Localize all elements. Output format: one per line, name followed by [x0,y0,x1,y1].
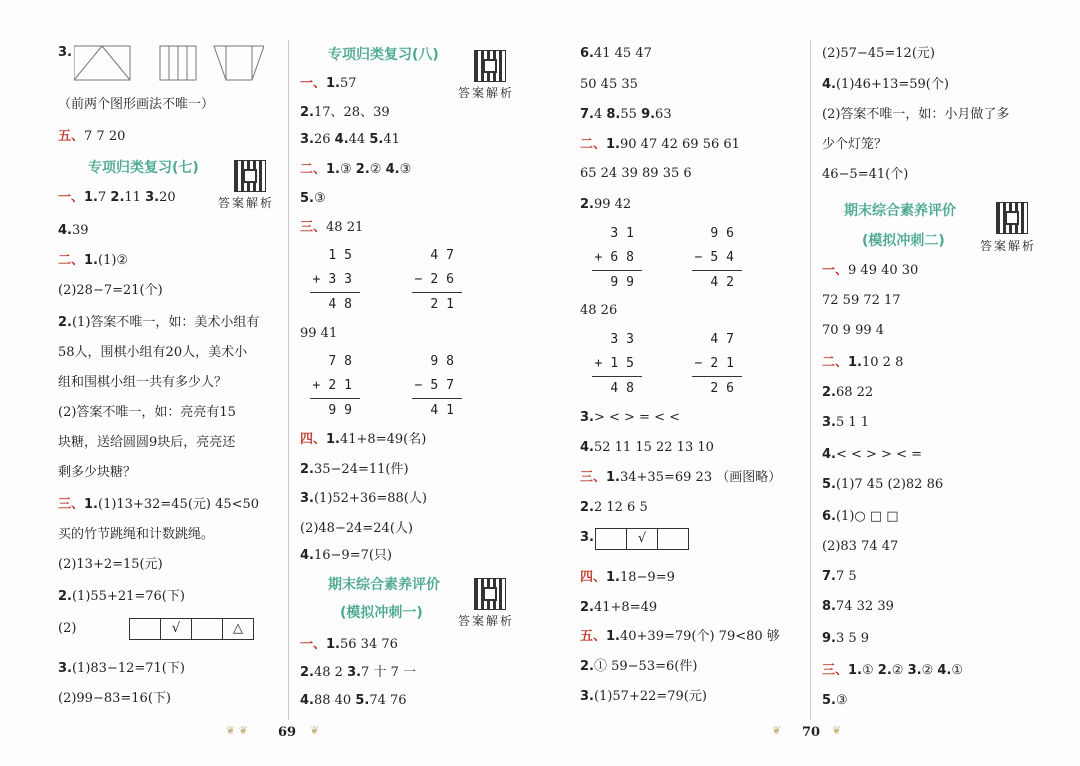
shape-drawings [74,44,264,82]
column-divider [288,40,289,720]
answer-line: 四、1.41+8=49(名) [300,432,427,447]
answer-line: 三、48 21 [300,220,364,235]
vertical-calculation: 96 −54 42 [692,222,742,295]
answer-line: 一、1.57 [300,76,357,91]
qr-code-icon [996,202,1028,234]
vertical-calculation: 33 +15 48 [592,328,642,401]
answer-line: 46−5=41(个) [822,167,909,182]
answer-line: 3.> < > = < < [580,410,681,425]
page-number-left: 69 [278,725,297,740]
section-title-final-1: 期末综合素养评价 [328,577,440,593]
answer-line: 二、1.10 2 8 [822,355,904,370]
answer-line: (2)28−7=21(个) [58,283,163,298]
answer-line: 6.(1)○ □ □ [822,509,899,524]
answer-box [129,618,161,640]
vertical-calculation: 47 −26 21 [412,244,462,317]
vertical-calculation: 78 +21 99 [310,350,360,423]
answer-line: 2.(1)55+21=76(下) [58,589,185,604]
page-number-right: 70 [802,725,821,740]
vertical-calculation: 98 −57 41 [412,350,462,423]
answer-line: 二、1.90 47 42 69 56 61 [580,137,740,152]
answer-line: 4.16−9=7(只) [300,548,392,563]
answer-line: 3. [580,530,594,545]
answer-line: (2)13+2=15(元) [58,557,163,572]
answer-line: (2)57−45=12(元) [822,46,935,61]
answer-line: 三、1.34+35=69 23 （画图略） [580,470,782,485]
answer-line: 3. [58,45,72,60]
answer-line: 三、1.(1)13+32=45(元) 45<50 [58,497,260,512]
answer-line: 5.③ [822,693,848,708]
answer-box: √ [160,618,192,640]
answer-line: (2)答案不唯一，如：小月做了多 [822,107,1010,122]
answer-line: (2)答案不唯一，如：亮亮有15 [58,405,236,420]
answer-line: 二、1.(1)② [58,253,129,268]
section-title-final-2: 期末综合素养评价 [844,203,956,219]
answer-line: 2.68 22 [822,385,874,400]
answer-line: 买的竹节跳绳和计数跳绳。 [58,527,215,542]
answer-line: 一、9 49 40 30 [822,263,919,278]
answer-box [595,528,627,550]
answer-line: 2.(1)答案不唯一，如：美术小组有 [58,315,260,330]
qr-label: 答案解析 [458,614,515,628]
right-page [540,0,1080,766]
answer-line: (2)83 74 47 [822,539,899,554]
qr-code-icon [234,160,266,192]
answer-box [191,618,223,640]
qr-label: 答案解析 [458,86,515,100]
answer-box: √ [626,528,658,550]
answer-line: 五、1.40+39=79(个) 79<80 够 [580,629,780,644]
qr-label: 答案解析 [218,196,275,210]
answer-line: 2.17、28、39 [300,105,390,120]
answer-line: 2.35−24=11(件) [300,462,409,477]
vertical-calculation: 31 +68 99 [592,222,642,295]
answer-line: (2)99−83=16(下) [58,691,171,706]
section-subtitle-final-1: (模拟冲刺一) [340,605,423,621]
qr-code-icon [474,578,506,610]
section-title-7: 专项归类复习(七) [88,160,199,176]
answer-line: 50 45 35 [580,77,638,92]
qr-label: 答案解析 [980,239,1037,253]
answer-line: 一、1.56 34 76 [300,637,398,652]
answer-line: 7.4 8.55 9.63 [580,107,672,122]
check-box-row [130,618,254,640]
answer-line: 3.26 4.44 5.41 [300,132,400,147]
answer-line: 99 41 [300,326,338,341]
leaf-decoration-icon: ❦ [832,724,842,737]
answer-line: (2)48−24=24(人) [300,521,413,536]
answer-line: 一、1.7 2.11 3.20 [58,190,176,205]
answer-line: 4.(1)46+13=59(个) [822,77,949,92]
check-box-row [596,528,689,550]
answer-line: 70 9 99 4 [822,323,885,338]
answer-line: 58人，围棋小组有20人，美术小 [58,345,248,360]
vertical-calculation: 47 −21 26 [692,328,742,401]
answer-line: 5.③ [300,191,326,206]
answer-line: 5.(1)7 45 (2)82 86 [822,477,944,492]
answer-line: 65 24 39 89 35 6 [580,166,692,181]
answer-line: 少个灯笼？ [822,137,888,152]
answer-line: 2.99 42 [580,197,632,212]
answer-line: (2) [58,621,77,636]
answer-box: △ [222,618,254,640]
leaf-decoration-icon: ❦ [772,724,782,737]
answer-line: 四、1.18−9=9 [580,570,675,585]
vertical-calculation: 15 +33 48 [310,244,360,317]
answer-line: 72 59 72 17 [822,293,901,308]
answer-line: 2.① 59−53=6(件) [580,659,698,674]
answer-line: 2.2 12 6 5 [580,500,648,515]
answer-line: 8.74 32 39 [822,599,894,614]
answer-line: 3.(1)57+22=79(元) [580,689,707,704]
answer-line: 2.48 2 3.7 十 7 一 [300,665,416,680]
answer-line: 4.< < > > < = [822,447,923,462]
answer-line: 6.41 45 47 [580,46,652,61]
answer-line: 二、1.③ 2.② 4.③ [300,162,412,177]
answer-line: 3.(1)52+36=88(人) [300,491,427,506]
answer-line: 剩多少块糖？ [58,465,137,480]
answer-line: 2.41+8=49 [580,600,658,615]
section-title-8: 专项归类复习(八) [328,47,439,63]
answer-line: 9.3 5 9 [822,631,870,646]
answer-line: 组和围棋小组一共有多少人？ [58,375,228,390]
leaf-decoration-icon: ❦ ❦ [226,724,248,737]
section-subtitle-final-2: (模拟冲刺二) [862,233,945,249]
answer-line: （前两个图形画法不唯一） [58,97,215,112]
column-divider [810,40,811,720]
answer-line: 块糖，送给圆圆9块后，亮亮还 [58,435,236,450]
answer-line: 4.88 40 5.74 76 [300,693,407,708]
answer-line: 7.7 5 [822,569,857,584]
qr-code-icon [474,50,506,82]
answer-line: 48 26 [580,303,618,318]
answer-line: 三、1.① 2.② 3.② 4.① [822,663,963,678]
answer-line: 五、7 7 20 [58,129,126,144]
answer-line: 3.5 1 1 [822,415,870,430]
answer-line: 4.52 11 15 22 13 10 [580,440,714,455]
answer-line: 3.(1)83−12=71(下) [58,661,185,676]
leaf-decoration-icon: ❦ [310,724,320,737]
answer-box [657,528,689,550]
answer-line: 4.39 [58,223,89,238]
